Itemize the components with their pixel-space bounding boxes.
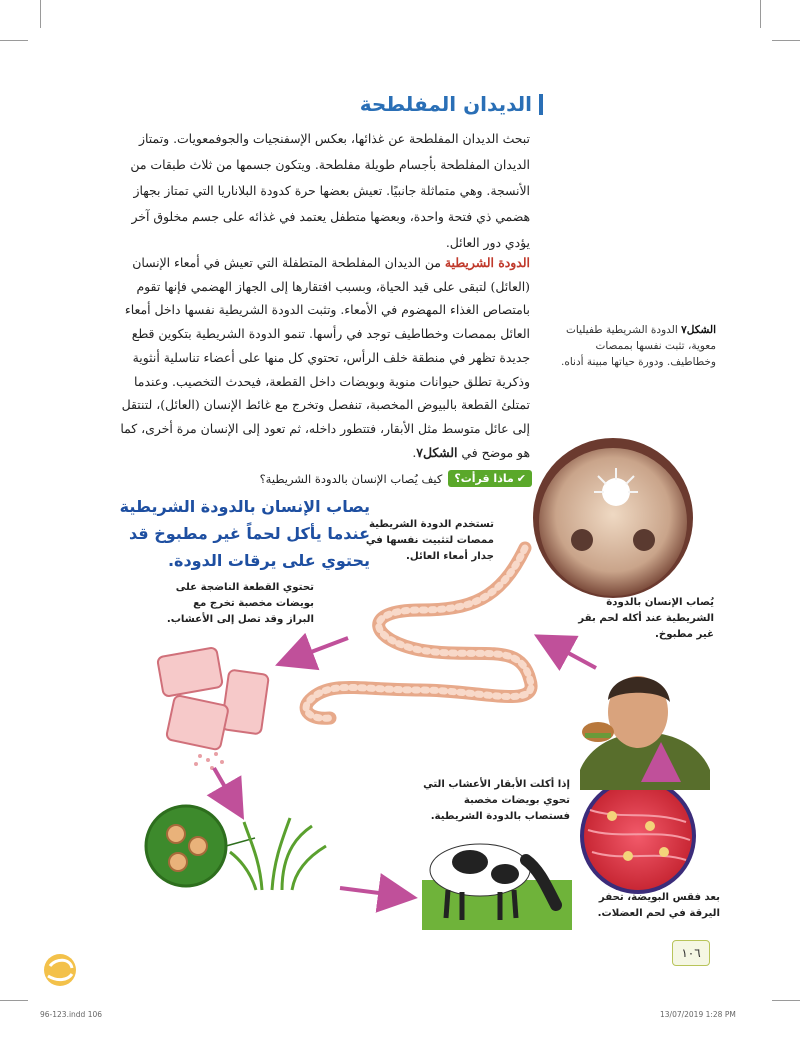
scolex-illustration	[533, 438, 693, 598]
check-icon: ✔	[516, 472, 526, 485]
eggs-on-grass-illustration	[146, 806, 326, 890]
figure-caption-text: الدودة الشريطية طفيليات معوية، تثبت نفسها بممصات وخطاطيف. ودورة حياتها مبينة أدناه.	[561, 324, 716, 368]
tapeworm-text-end: .	[412, 444, 417, 460]
answer-text: يصاب الإنسان بالدودة الشريطية عندما يأكل لحماً غير مطبوخ قد يحتوي على يرقات الدودة.	[119, 497, 370, 570]
human-eating-illustration	[580, 676, 710, 790]
tapeworm-text: من الديدان المفلطحة المتطفلة التي تعيش في أمعاء الإنسان (العائل) لتبقى على قيد الحياة، وبسبب افتقارها إلى الجهاز الهضمي فإنها تقوم بامتصاص الغذاء المهضوم في الأمعاء. وتثبت الدودة الشريطية نفسها داخل أمعاء العائل بممصات وخطاطيف توجد في رأسها. تنمو الدودة الشريطية بتكوين قطع جديدة تظهر في منطقة خلف الرأس، تحتوي كل منها على أعضاء تناسلية أنثوية وذكرية تطلق حيوانات منوية وبويضات داخل القطعة، فيحدث التخصيب. وعندما تمتلئ القطعة بالبيوض المخصبة، تنفصل وتخرج مع غائط الإنسان (العائل)، لتنتقل إلى عائل متوسط مثل الأبقار، فتتطور داخله، ثم تعود إلى الإنسان مرة أخرى، كما هو موضح في	[120, 255, 530, 460]
figure-reference: الشكل٧	[416, 444, 458, 460]
footer-file-info: 96-123.indd 106	[40, 1010, 103, 1019]
label-segments: تحتوي القطعة الناضجة على بويضات مخصبة تخرج مع البراز وقد تصل إلى الأعشاب.	[166, 582, 314, 625]
label-suckers: تستخدم الدودة الشريطية ممصات لتثبيت نفسها في جدار أمعاء العائل.	[365, 519, 494, 562]
footer-timestamp: 13/07/2019 1:28 PM	[660, 1010, 736, 1019]
label-cattle-infection: إذا أكلت الأبقار الأعشاب التي تحوي بويضات مخصبة فستصاب بالدودة الشريطية.	[423, 779, 570, 822]
muscle-larvae-illustration	[580, 778, 696, 894]
tapeworm-term: الدودة الشريطية	[444, 255, 530, 270]
figure-caption-label: الشكل٧	[681, 324, 716, 336]
intro-paragraph: تبحث الديدان المفلطحة عن غذائها، بعكس الإسفنجيات والجوفمعويات. وتمتاز الديدان المفلطحة بأجسام طويلة مفلطحة. ويتكون جسمها من ثلاث طبقات من الأنسجة. وهي متماثلة جانبيًا. تعيش بعضها حرة كدودة البلاناريا التي تمتاز بجهاز هضمي ذي فتحة واحدة، وبعضها متطفل يعتمد في غذائه على جسم مخلوق آخر يؤدي دور العائل.	[130, 131, 530, 250]
cow-illustration	[422, 844, 572, 930]
reading-check-badge-label: ماذا قرأت؟	[454, 472, 514, 485]
proglottid-segments-illustration	[157, 647, 269, 770]
label-muscle-larvae: بعد فقس البويضة، تحفر اليرقة في لحم العضلات.	[597, 892, 720, 919]
tapeworm-body-illustration	[306, 548, 531, 718]
page-number: ١٠٦	[672, 940, 710, 966]
reading-check-question: كيف يُصاب الإنسان بالدودة الشريطية؟	[259, 471, 443, 486]
label-human-infection: يُصاب الإنسان بالدودة الشريطية عند أكله لحم بقر غير مطبوخ.	[578, 597, 714, 640]
page-title: الديدان المفلطحة	[359, 92, 532, 116]
